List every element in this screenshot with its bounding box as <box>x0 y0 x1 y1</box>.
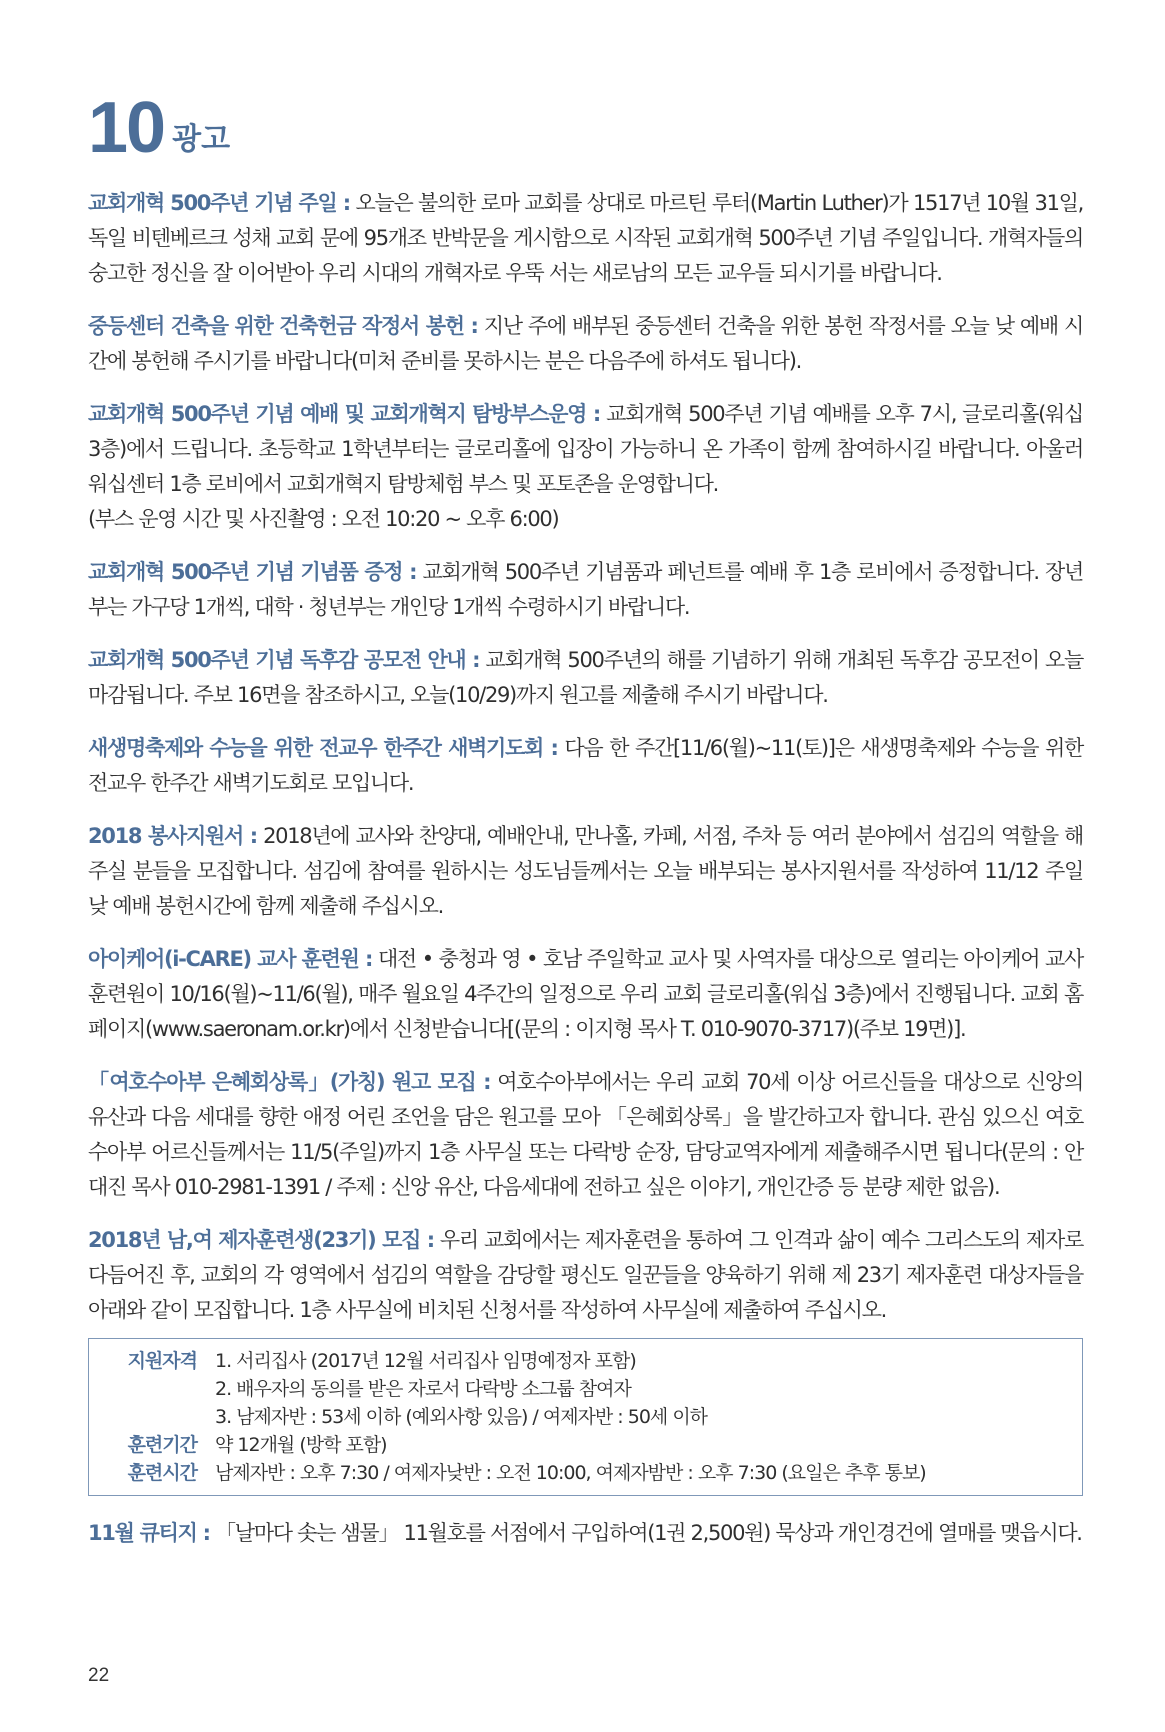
announcement-title: 2018 봉사지원서 : <box>88 824 257 848</box>
announcement-body: 오늘은 불의한 로마 교회를 상대로 마르틴 루터(Martin Luther)가 1517년 10월 31일, 독일 비텐베르크 성채 교회 문에 95개조 반박문을 게시함으로 시작된 교회개혁 500주년 기념 주일입니다. 개혁자들의 숭고한 정신을 잘 이어받아 우리 시대의 개혁자로 우뚝 서는 새로남의 모든 교우들 되시기를 바랍니다. <box>88 191 1084 285</box>
period-label: 훈련기간 <box>127 1434 197 1456</box>
qualification-item: 3. 남제자반 : 53세 이하 (예외사항 있음) / 여제자반 : 50세 이하 <box>215 1406 708 1428</box>
time-label: 훈련시간 <box>127 1462 197 1484</box>
announcement-item <box>88 643 1083 713</box>
announcement-title: 2018년 남,여 제자훈련생(23기) 모집 : <box>88 1228 434 1252</box>
announcement-item <box>88 555 1083 625</box>
announcement-title: 교회개혁 500주년 기념 예배 및 교회개혁지 탐방부스운영 : <box>88 402 600 426</box>
announcement-body: 대전 • 충청과 영 • 호남 주일학교 교사 및 사역자를 대상으로 열리는 아이케어 교사훈련원이 10/16(월)~11/6(월), 매주 월요일 4주간의 일정으로 우리 교회 글로리홀(워십 3층)에서 진행됩니다. 교회 홈페이지(www.saeronam.or.kr)에서 신청받습니다[(문의 : 이지형 목사 T. 010-9070-3717)(주보 19면)]. <box>88 947 1083 1041</box>
page-header <box>88 88 231 168</box>
period-value: 약 12개월 (방학 포함) <box>215 1434 387 1456</box>
announcement-body: 교회개혁 500주년의 해를 기념하기 위해 개최된 독후감 공모전이 오늘 마감됩니다. 주보 16면을 참조하시고, 오늘(10/29)까지 원고를 제출해 주시기 바랍니다. <box>88 648 1083 707</box>
announcement-item <box>88 1516 1083 1551</box>
page-number: 22 <box>88 1665 110 1686</box>
announcement-body: 교회개혁 500주년 기념품과 페넌트를 예배 후 1층 로비에서 증정합니다. 장년부는 가구당 1개씩, 대학 · 청년부는 개인당 1개씩 수령하시기 바랍니다. <box>88 560 1083 619</box>
announcement-item <box>88 942 1083 1047</box>
announcement-body: 교회개혁 500주년 기념 예배를 오후 7시, 글로리홀(워십3층)에서 드립니다. 초등학교 1학년부터는 글로리홀에 입장이 가능하니 온 가족이 함께 참여하시길 바랍니다. 아울러 워십센터 1층 로비에서 교회개혁지 탐방체험 부스 및 포토존을 운영합니다. <box>88 402 1083 496</box>
announcement-item <box>88 819 1083 924</box>
time-value: 남제자반 : 오후 7:30 / 여제자낮반 : 오전 10:00, 여제자밤반 : 오후 7:30 (요일은 추후 통보) <box>215 1462 926 1484</box>
qualification-label: 지원자격 <box>127 1350 197 1372</box>
announcement-body: 2018년에 교사와 찬양대, 예배안내, 만나홀, 카페, 서점, 주차 등 여러 분야에서 섬김의 역할을 해 주실 분들을 모집합니다. 섬김에 참여를 원하시는 성도님들께서는 오늘 배부되는 봉사지원서를 작성하여 11/12 주일낮 예배 봉헌시간에 함께 제출해 주십시오. <box>88 824 1083 918</box>
section-title: 광고 <box>172 122 231 157</box>
announcement-item <box>88 731 1083 801</box>
announcement-item <box>88 1065 1083 1205</box>
announcement-title: 중등센터 건축을 위한 건축헌금 작정서 봉헌 : <box>88 314 478 338</box>
qualification-row <box>107 1403 1082 1431</box>
announcement-item <box>88 186 1083 291</box>
period-row <box>107 1431 1082 1459</box>
qualification-row <box>107 1375 1082 1403</box>
announcement-title: 교회개혁 500주년 기념 주일 : <box>88 191 350 215</box>
announcement-title: 새생명축제와 수능을 위한 전교우 한주간 새벽기도회 : <box>88 736 558 760</box>
announcement-item <box>88 309 1083 379</box>
qualification-item: 2. 배우자의 동의를 받은 자로서 다락방 소그룹 참여자 <box>215 1378 631 1400</box>
announcement-title: 「여호수아부 은혜회상록」(가칭) 원고 모집 : <box>88 1070 491 1094</box>
qualification-row <box>107 1347 1082 1375</box>
qualification-item: 1. 서리집사 (2017년 12월 서리집사 임명예정자 포함) <box>215 1350 636 1372</box>
announcements <box>88 186 1083 1569</box>
announcement-body: 우리 교회에서는 제자훈련을 통하여 그 인격과 삶이 예수 그리스도의 제자로 다듬어진 후, 교회의 각 영역에서 섬김의 역할을 감당할 평신도 일꾼들을 양육하기 위해 제 23기 제자훈련 대상자들을 아래와 같이 모집합니다. 1층 사무실에 비치된 신청서를 작성하여 사무실에 제출하여 주십시오. <box>88 1228 1083 1322</box>
announcement-title: 교회개혁 500주년 기념 독후감 공모전 안내 : <box>88 648 480 672</box>
announcement-body: 여호수아부에서는 우리 교회 70세 이상 어르신들을 대상으로 신앙의 유산과 다음 세대를 향한 애정 어린 조언을 담은 원고를 모아 「은혜회상록」을 발간하고자 합니다. 관심 있으신 여호수아부 어르신들께서는 11/5(주일)까지 1층 사무실 또는 다락방 순장, 담당교역자에게 제출해주시면 됩니다(문의 : 안대진 목사 010-2981-1391 / 주제 : 신앙 유산, 다음세대에 전하고 싶은 이야기, 개인간증 등 분량 제한 없음). <box>88 1070 1083 1199</box>
recruitment-info-box <box>88 1338 1083 1496</box>
announcement-title: 교회개혁 500주년 기념 기념품 증정 : <box>88 560 417 584</box>
announcement-item <box>88 1223 1083 1328</box>
announcement-note: (부스 운영 시간 및 사진촬영 : 오전 10:20 ~ 오후 6:00) <box>88 507 559 531</box>
announcement-body: 다음 한 주간[11/6(월)~11(토)]은 새생명축제와 수능을 위한 전교우 한주간 새벽기도회로 모입니다. <box>88 736 1084 795</box>
announcement-title: 11월 큐티지 : <box>88 1521 210 1545</box>
announcement-title: 아이케어(i-CARE) 교사 훈련원 : <box>88 947 373 971</box>
announcement-body: 지난 주에 배부된 중등센터 건축을 위한 봉헌 작정서를 오늘 낮 예배 시간에 봉헌해 주시기를 바랍니다(미처 준비를 못하시는 분은 다음주에 하셔도 됩니다). <box>88 314 1083 373</box>
announcement-item <box>88 397 1083 537</box>
time-row <box>107 1459 1082 1487</box>
section-number: 10 <box>88 88 165 168</box>
announcement-body: 「날마다 솟는 샘물」 11월호를 서점에서 구입하여(1권 2,500원) 묵상과 개인경건에 열매를 맺읍시다. <box>209 1521 1082 1545</box>
